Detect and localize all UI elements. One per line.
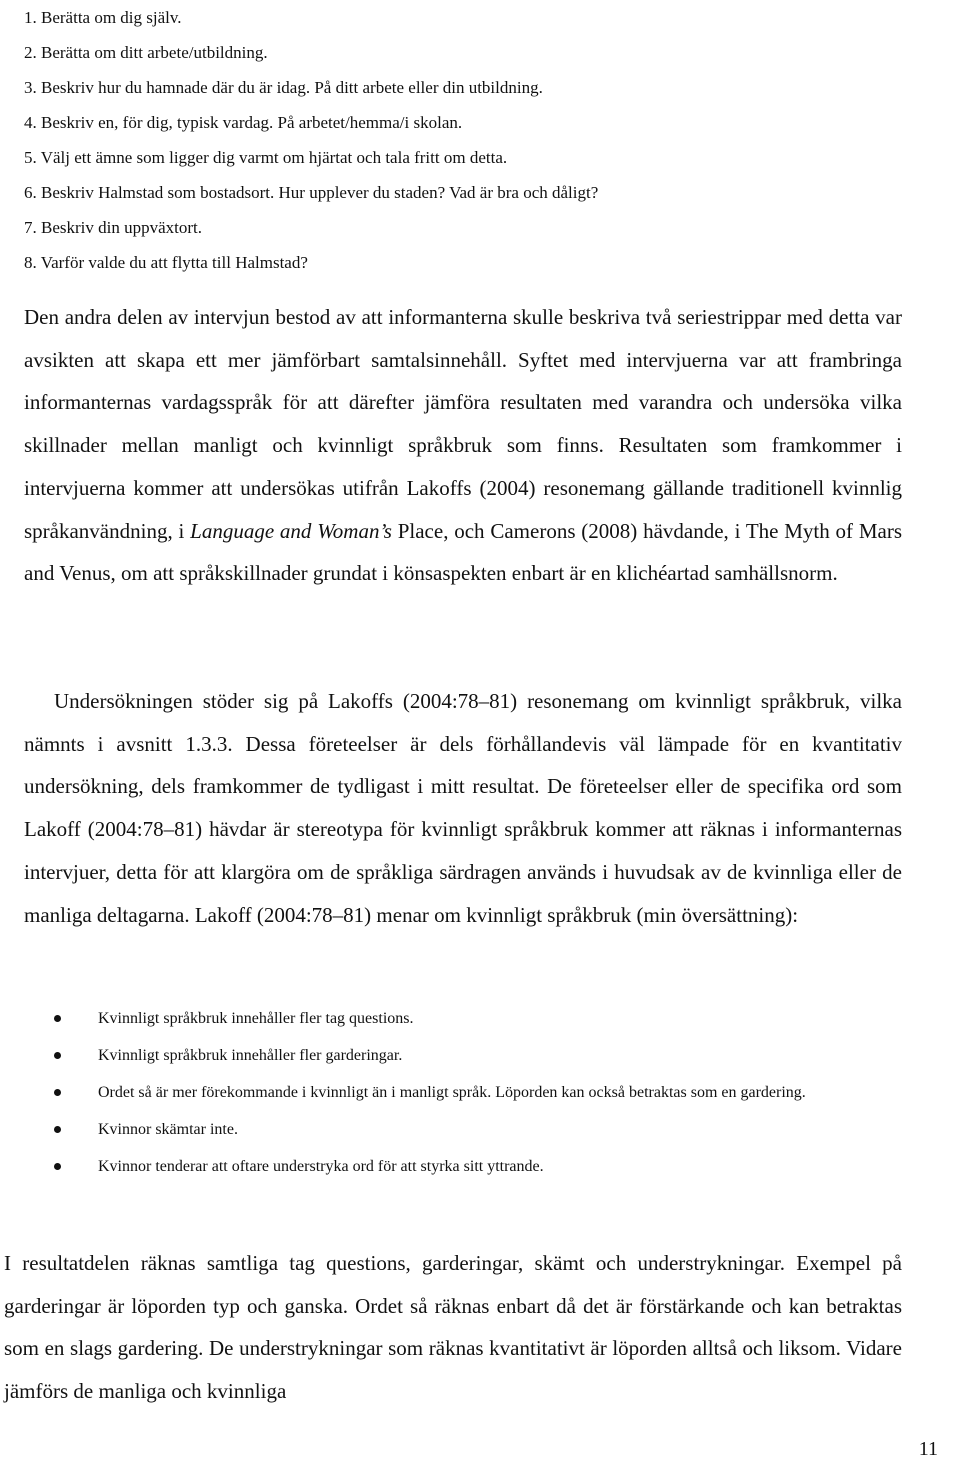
- body-paragraph: [24, 296, 902, 595]
- bullet-icon: [54, 1089, 61, 1096]
- bullet-icon: [54, 1052, 61, 1059]
- bullet-icon: [54, 1163, 61, 1170]
- page-number: 11: [918, 1438, 938, 1460]
- list-item: [54, 1111, 902, 1148]
- list-item: [54, 1037, 902, 1074]
- list-item: 5. Välj ett ämne som ligger dig varmt om hjärtat och tala fritt om detta.: [24, 148, 508, 167]
- list-item: 1. Berätta om dig själv.: [24, 8, 182, 27]
- list-item: 6. Beskriv Halmstad som bostadsort. Hur upplever du staden? Vad är bra och dåligt?: [24, 183, 599, 202]
- list-item: [54, 1000, 902, 1037]
- book-title-italic: Language and Woman’s: [190, 518, 392, 543]
- bullet-icon: [54, 1015, 61, 1022]
- bullet-list: [54, 1000, 902, 1185]
- bullet-text: Ordet så är mer förekommande i kvinnligt än i manligt språk. Löporden kan också betraktas som en gardering.: [98, 1084, 806, 1101]
- list-item: [54, 1074, 902, 1111]
- list-item: 4. Beskriv en, för dig, typisk vardag. På arbetet/hemma/i skolan.: [24, 113, 463, 132]
- bullet-icon: [54, 1126, 61, 1133]
- body-paragraph: I resultatdelen räknas samtliga tag questions, garderingar, skämt och understrykningar. Exempel på garderingar är löporden typ och ganska. Ordet så räknas enbart då det är förstärkande och kan betraktas som en slags gardering. De understrykningar som räknas kvantitativt är löporden alltså och liksom. Vidare jämförs de manliga och kvinnliga: [4, 1251, 902, 1404]
- paragraph-text: Den andra delen av intervjun bestod av att informanterna skulle beskriva två seriestrippar med detta var avsikten att skapa ett mer jämförbart samtalsinnehåll. Syftet med intervjuerna var att frambringa informanternas vardagsspråk för att därefter jämföra resultaten med varandra och undersöka vilka skillnader mellan manligt och kvinnligt språkbruk som finns. Resultaten som framkommer i intervjuerna kommer att undersökas utifrån Lakoffs (2004) resonemang gällande traditionell kvinnlig språkanvändning, i: [24, 305, 902, 543]
- bullet-text: Kvinnor tenderar att oftare understryka ord för att styrka sitt yttrande.: [98, 1158, 544, 1175]
- bullet-text: Kvinnligt språkbruk innehåller fler tag questions.: [98, 1010, 414, 1027]
- list-item: 2. Berätta om ditt arbete/utbildning.: [24, 43, 268, 62]
- list-item: 3. Beskriv hur du hamnade där du är idag. På ditt arbete eller din utbildning.: [24, 78, 543, 97]
- interview-question-list: [24, 0, 598, 280]
- list-item: [54, 1148, 902, 1185]
- bullet-text: Kvinnligt språkbruk innehåller fler garderingar.: [98, 1047, 403, 1064]
- list-item: 8. Varför valde du att flytta till Halmstad?: [24, 253, 308, 272]
- bullet-text: Kvinnor skämtar inte.: [98, 1121, 238, 1138]
- paragraph-text: Place, och Camerons (2008) hävdande, i The Myth of Mars and Venus, om att språkskillnader grundat i könsaspekten enbart är en klichéartad samhällsnorm.: [24, 518, 903, 586]
- list-item: 7. Beskriv din uppväxtort.: [24, 218, 203, 237]
- body-paragraph: Undersökningen stöder sig på Lakoffs (2004:78–81) resonemang om kvinnligt språkbruk, vilka nämnts i avsnitt 1.3.3. Dessa företeelser är dels förhållandevis väl lämpade för en kvantitativ undersökning, dels framkommer de tydligast i mitt resultat. De företeelser eller de specifika ord som Lakoff (2004:78–81) hävdar är stereotypa för kvinnligt språkbruk kommer att räknas i informanternas intervjuer, detta för att klargöra om de språkliga särdragen används i huvudsak av de kvinnliga eller de manliga deltagarna. Lakoff (2004:78–81) menar om kvinnligt språkbruk (min översättning):: [24, 689, 902, 927]
